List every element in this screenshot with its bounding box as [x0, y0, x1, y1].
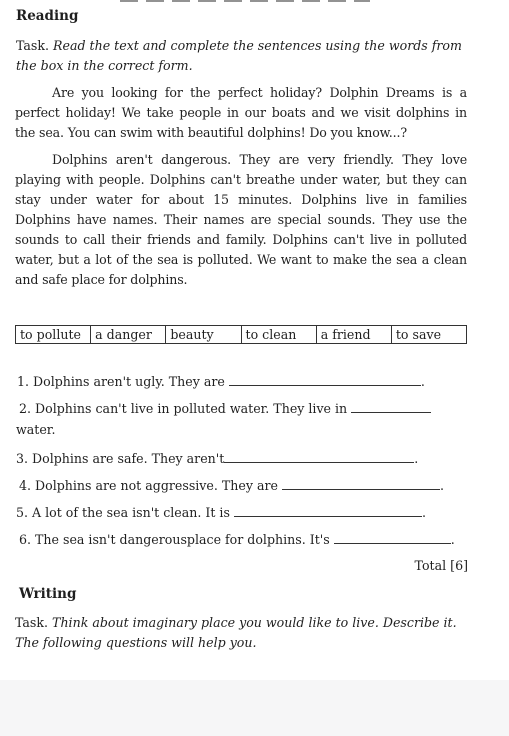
reading-task-label: Task. [16, 38, 50, 53]
word-box-item: beauty [166, 326, 241, 343]
question-text: 3. Dolphins are safe. They aren't [16, 451, 225, 466]
answer-blank[interactable] [351, 400, 431, 413]
question-text: 5. A lot of the sea isn't clean. It is [16, 505, 230, 520]
writing-task-label: Task. [15, 615, 49, 630]
question-text: 4. Dolphins are not aggressive. They are [19, 478, 278, 493]
word-box-item: to save [395, 327, 442, 342]
total-score: Total [6] [414, 558, 468, 573]
question-6 [19, 530, 479, 550]
reading-paragraph-2: Dolphins aren't dangerous. They are very friendly. They love playing with people. Dolphins can't breathe under water, but they can stay under water for about 15 minutes. Dolphins live in families Dolphins have names. Their names are special sounds. They use the sounds to call their friends and family. Dolphins can't live in polluted water, but a lot of the sea is polluted. We want to make the sea a clean and safe place for dolphins. [15, 152, 467, 287]
page-bottom-margin [0, 680, 509, 736]
reading-title: Reading [16, 8, 79, 24]
question-3 [16, 449, 476, 469]
answer-blank[interactable] [234, 504, 422, 517]
question-text: 2. Dolphins can't live in polluted water. They live in [19, 401, 348, 416]
question-end: . [421, 505, 426, 520]
question-end: . [450, 532, 455, 547]
word-box-item: to clean [242, 326, 317, 343]
cropped-header-edge [120, 0, 370, 2]
reading-paragraph-1: Are you looking for the perfect holiday? Dolphin Dreams is a perfect holiday! We take people in our boats and we visit dolphins in the sea. You can swim with beautiful dolphins! Do you know...? [15, 85, 467, 140]
word-box [15, 325, 467, 344]
answer-blank[interactable] [229, 373, 421, 386]
question-end: . [414, 451, 419, 466]
writing-task-text: Think about imaginary place you would like to live. Describe it. The following questions will help you. [15, 615, 457, 650]
question-1 [17, 372, 477, 392]
question-5 [16, 503, 476, 523]
word-box-item: to pollute [16, 326, 91, 343]
writing-title: Writing [19, 586, 77, 602]
question-text: 6. The sea isn't dangerousplace for dolphins. It's [19, 532, 330, 547]
answer-blank[interactable] [334, 531, 451, 544]
reading-task-text: Read the text and complete the sentences using the words from the box in the correct form. [16, 38, 462, 73]
writing-task [15, 613, 465, 653]
question-end: . [420, 374, 425, 389]
answer-blank[interactable] [224, 450, 414, 463]
word-box-item: a danger [91, 326, 166, 343]
answer-blank[interactable] [282, 477, 440, 490]
question-end: . [439, 478, 444, 493]
word-box-item: a friend [317, 326, 392, 343]
question-4 [19, 476, 479, 496]
question-text: 1. Dolphins aren't ugly. They are [17, 374, 225, 389]
reading-task [16, 36, 476, 76]
question-2-continued: water. [16, 422, 56, 437]
question-2 [19, 399, 479, 419]
